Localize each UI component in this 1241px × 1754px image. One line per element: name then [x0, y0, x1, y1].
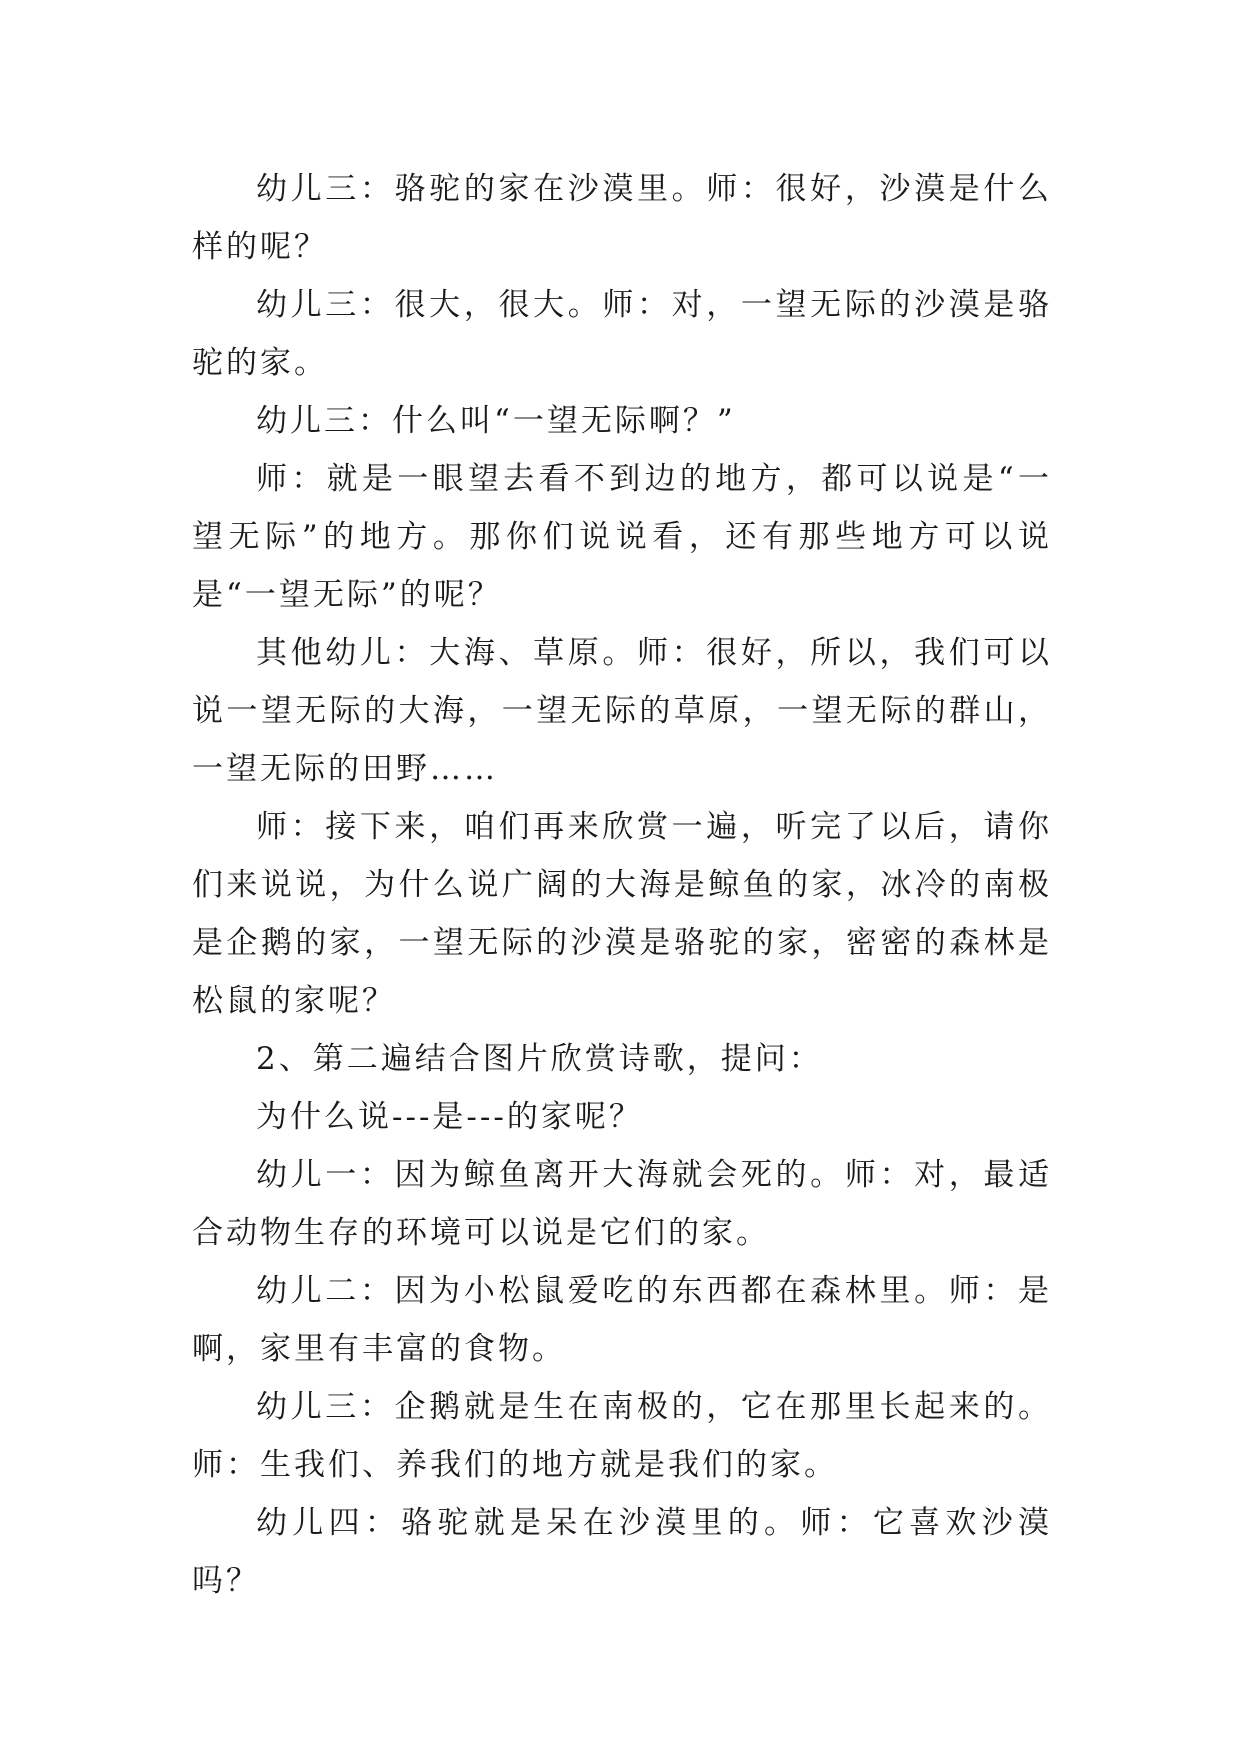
- paragraph: 为什么说---是---的家呢？: [256, 1099, 643, 1135]
- paragraph: 幼儿一：因为鲸鱼离开大海就会死的。师：对，最适合动物生存的环境可以说是它们的家。: [192, 1157, 1052, 1251]
- paragraph: 幼儿三：骆驼的家在沙漠里。师：很好，沙漠是什么样的呢？: [192, 171, 1052, 265]
- paragraph: 师：接下来，咱们再来欣赏一遍，听完了以后，请你们来说说，为什么说广阔的大海是鲸鱼的家，冰冷的南极是企鹅的家，一望无际的沙漠是骆驼的家，密密的森林是松鼠的家呢？: [192, 809, 1052, 1019]
- document-body: [192, 160, 1052, 1610]
- paragraph: 其他幼儿：大海、草原。师：很好，所以，我们可以说一望无际的大海，一望无际的草原，一望无际的群山，一望无际的田野……: [192, 635, 1052, 787]
- paragraph: 幼儿三：很大，很大。师：对，一望无际的沙漠是骆驼的家。: [192, 287, 1052, 381]
- paragraph: 师：就是一眼望去看不到边的地方，都可以说是“一望无际”的地方。那你们说说看，还有那些地方可以说是“一望无际”的呢？: [192, 461, 1052, 613]
- paragraph: 幼儿三：企鹅就是生在南极的，它在那里长起来的。师：生我们、养我们的地方就是我们的家。: [192, 1389, 1052, 1483]
- paragraph: 幼儿二：因为小松鼠爱吃的东西都在森林里。师：是啊，家里有丰富的食物。: [192, 1273, 1052, 1367]
- paragraph: 2、第二遍结合图片欣赏诗歌，提问：: [256, 1041, 823, 1077]
- paragraph: 幼儿三：什么叫“一望无际啊？”: [256, 403, 736, 439]
- paragraph: 幼儿四：骆驼就是呆在沙漠里的。师：它喜欢沙漠吗？: [192, 1505, 1052, 1599]
